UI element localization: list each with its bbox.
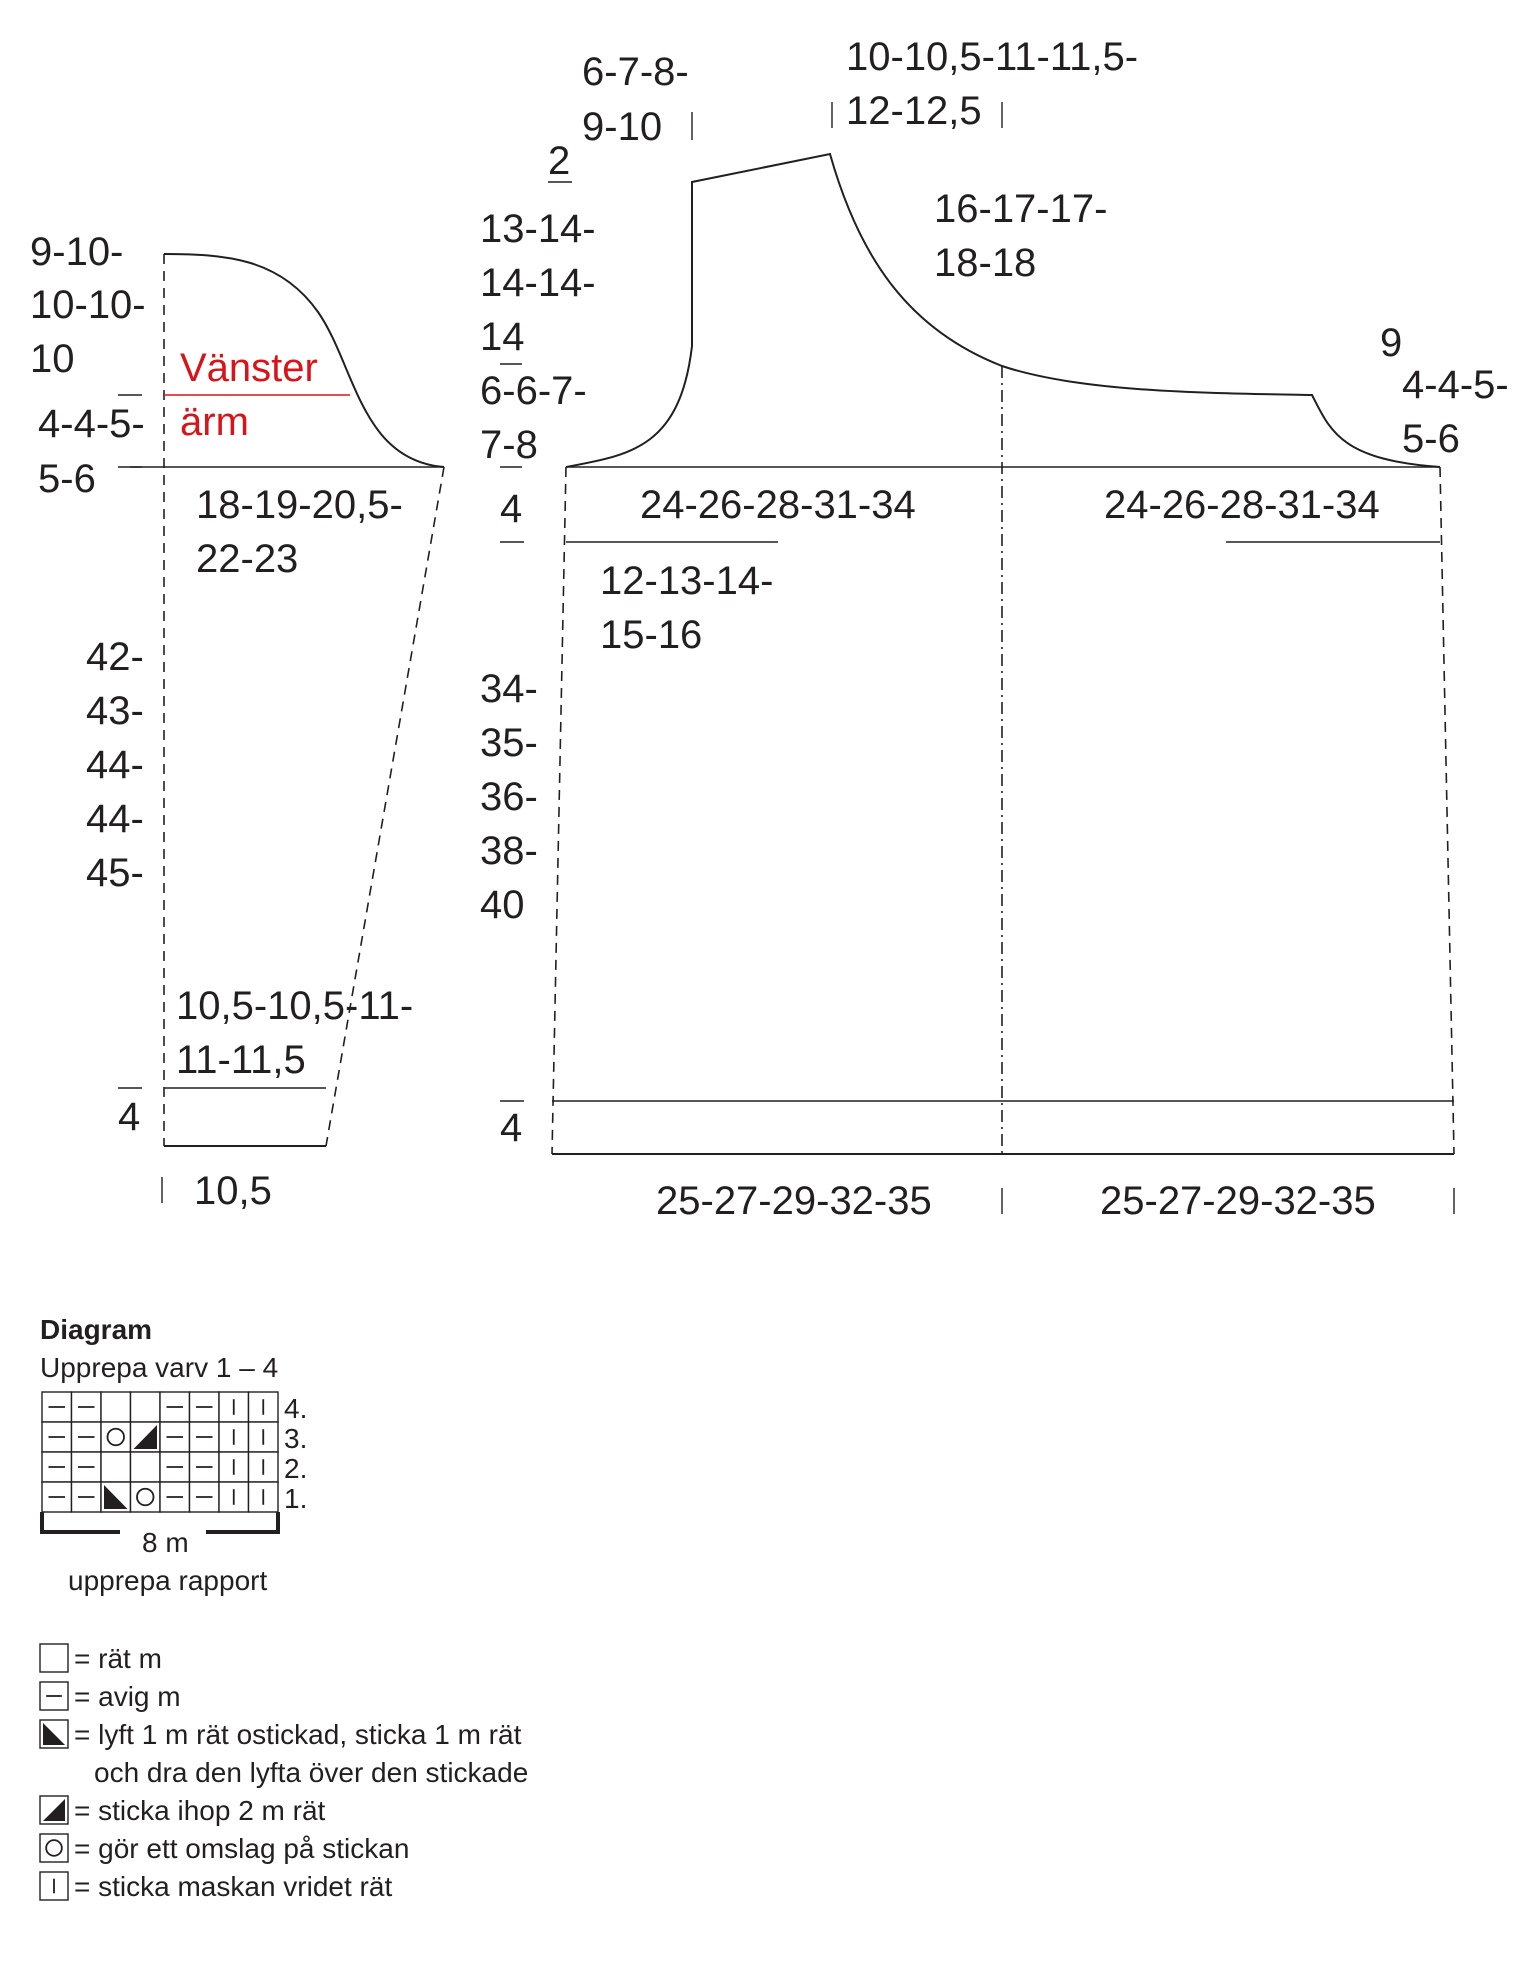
- legend-item: [40, 1833, 409, 1864]
- legend-item: [40, 1681, 181, 1712]
- stitch-cell: [101, 1422, 131, 1452]
- sleeve-cap-depth-label: 4-4-5- 5-6: [38, 402, 145, 501]
- sleeve-length-label: 42- 43- 44- 44- 45-: [86, 635, 144, 895]
- stitch-cell: [40, 1834, 68, 1862]
- legend-text: = avig m: [74, 1681, 181, 1712]
- stitch-cell: [101, 1392, 131, 1422]
- chart-row-number: 4.: [284, 1393, 308, 1424]
- stitch-chart-grid: [42, 1392, 307, 1514]
- hem-right-label: 25-27-29-32-35: [1100, 1179, 1376, 1223]
- legend-item: [40, 1719, 528, 1788]
- stitch-diagram: [40, 1314, 307, 1596]
- body-right-side-edge: [1440, 467, 1454, 1154]
- chart-row-number: 3.: [284, 1423, 308, 1454]
- sleeve-schematic: [30, 230, 444, 1213]
- chart-row-number: 1.: [284, 1483, 308, 1514]
- collar-height-label: 2: [548, 139, 571, 183]
- legend-text: = rät m: [74, 1643, 162, 1674]
- diagram-subtitle: Upprepa varv 1 – 4: [40, 1352, 279, 1383]
- sleeve-outer-edge: [326, 467, 444, 1146]
- body-schematic: [480, 35, 1520, 1223]
- shoulder-slope-label: 16-17-17- 18-18: [934, 187, 1108, 285]
- chart-row-number: 2.: [284, 1453, 308, 1484]
- sleeve-title: Vänster ärm: [180, 346, 318, 444]
- legend-text: = sticka ihop 2 m rät: [74, 1795, 326, 1826]
- stitch-cell: [101, 1452, 131, 1482]
- diagram-title: Diagram: [40, 1314, 153, 1345]
- body-left-side-edge: [552, 467, 566, 1154]
- chest-left-label: 24-26-28-31-34: [640, 483, 916, 527]
- band-bottom-label: 4: [500, 1106, 523, 1150]
- chest-right-label: 24-26-28-31-34: [1104, 483, 1380, 527]
- yoke-height-label: 13-14- 14-14- 14: [480, 207, 596, 359]
- chart-row: [42, 1452, 307, 1484]
- legend-text: = gör ett omslag på stickan: [74, 1833, 410, 1864]
- chart-row: [42, 1482, 307, 1514]
- stitch-legend: [40, 1643, 528, 1902]
- legend-text: = lyft 1 m rät ostickad, sticka 1 m rät: [74, 1719, 522, 1750]
- sleeve-cap-width-label: 18-19-20,5- 22-23: [196, 483, 403, 581]
- stitch-cell: [131, 1482, 161, 1512]
- body-length-label: 34- 35- 36- 38- 40: [480, 667, 538, 927]
- stitch-cell: [131, 1392, 161, 1422]
- repeat-label: 8 m: [142, 1527, 189, 1558]
- hem-left-label: 25-27-29-32-35: [656, 1179, 932, 1223]
- front-panel-label: 12-13-14- 15-16: [600, 559, 774, 657]
- side-depth-label: 4-4-5- 5-6: [1402, 363, 1509, 461]
- legend-item: [40, 1871, 392, 1902]
- chart-row: [42, 1392, 307, 1424]
- stitch-cell: [131, 1452, 161, 1482]
- sleeve-top-height-label: 9-10- 10-10- 10: [30, 230, 146, 381]
- legend-item: [40, 1643, 162, 1674]
- stitch-cell: [40, 1644, 68, 1672]
- cuff-width-label: 10,5: [194, 1169, 272, 1213]
- armhole-depth-label: 6-6-7- 7-8: [480, 369, 587, 467]
- collar-width-label: 6-7-8- 9-10: [582, 50, 689, 149]
- band-top-label: 4: [500, 487, 523, 531]
- cuff-height-label: 4: [118, 1095, 141, 1139]
- cuff-top-width-label: 10,5-10,5-11- 11-11,5: [176, 984, 414, 1082]
- chart-row: [42, 1422, 307, 1454]
- neck-width-label: 10-10,5-11-11,5- 12-12,5: [846, 35, 1139, 133]
- legend-text: = sticka maskan vridet rät: [74, 1871, 393, 1902]
- side-offset-label: 9: [1380, 321, 1403, 365]
- repeat-caption: upprepa rapport: [68, 1565, 268, 1596]
- legend-text: och dra den lyfta över den stickade: [94, 1757, 529, 1788]
- legend-item: [40, 1795, 326, 1826]
